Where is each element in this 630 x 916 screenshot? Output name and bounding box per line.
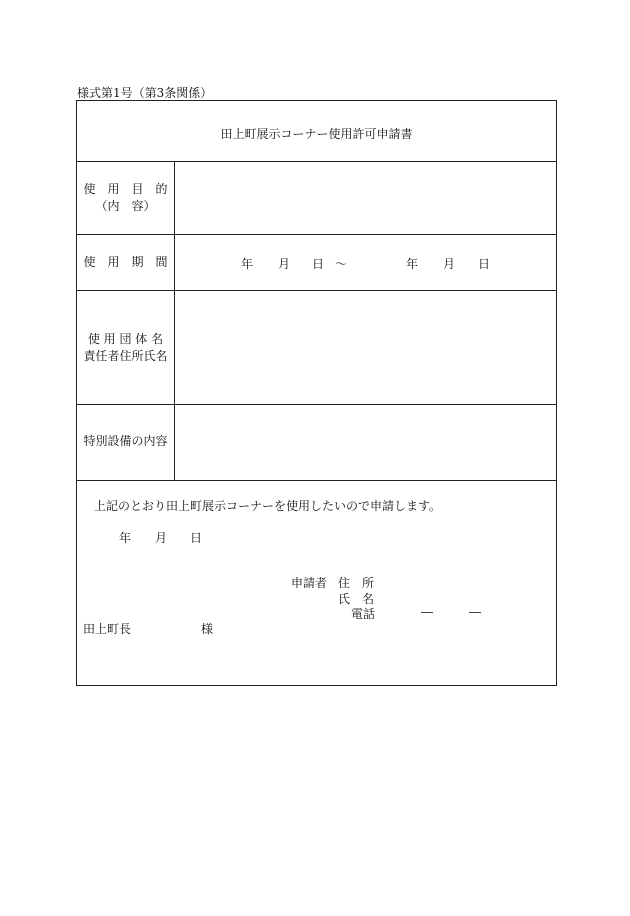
period-separator: ～ — [335, 257, 348, 271]
applicant-title: 申請者 — [291, 576, 328, 590]
purpose-label-line1: 使 用 目 的 — [83, 182, 168, 196]
period-to-day: 日 — [478, 257, 491, 271]
applicant-phone-dash: ― — [469, 605, 481, 619]
purpose-label — [77, 181, 174, 215]
period-from-month: 月 — [278, 257, 291, 271]
addressee-label: 田上町長 — [83, 622, 132, 636]
application-statement: 上記のとおり田上町展示コーナーを使用したいので申請します。 — [94, 499, 442, 513]
application-date-year: 年 — [119, 531, 132, 545]
group-label-line1: 使 用 団 体 名 — [87, 332, 164, 346]
period-to-month: 月 — [443, 257, 456, 271]
addressee-honorific: 様 — [201, 622, 214, 636]
application-form — [76, 100, 557, 686]
application-date-month: 月 — [155, 531, 168, 545]
applicant-phone-label: 電話 — [351, 607, 376, 621]
period-field[interactable] — [175, 235, 556, 290]
group-field[interactable] — [175, 291, 556, 404]
purpose-field[interactable] — [175, 162, 556, 234]
form-title: 田上町展示コーナー使用許可申請書 — [220, 127, 413, 141]
period-label: 使 用 期 間 — [83, 255, 168, 269]
equipment-label: 特別設備の内容 — [83, 434, 168, 448]
applicant-address-label: 住 所 — [338, 576, 375, 590]
applicant-name-label: 氏 名 — [338, 592, 375, 606]
applicant-phone-dash: ― — [421, 605, 433, 619]
application-date-day: 日 — [190, 531, 203, 545]
period-from-year: 年 — [241, 257, 254, 271]
form-number: 様式第1号（第3条関係） — [77, 86, 213, 100]
period-to-year: 年 — [406, 257, 419, 271]
period-from-day: 日 — [312, 257, 325, 271]
purpose-label-line2: （内 容） — [95, 199, 156, 213]
equipment-field[interactable] — [175, 405, 556, 480]
row-divider — [77, 480, 556, 481]
group-label-line2: 責任者住所氏名 — [83, 349, 168, 363]
group-label — [77, 331, 174, 365]
